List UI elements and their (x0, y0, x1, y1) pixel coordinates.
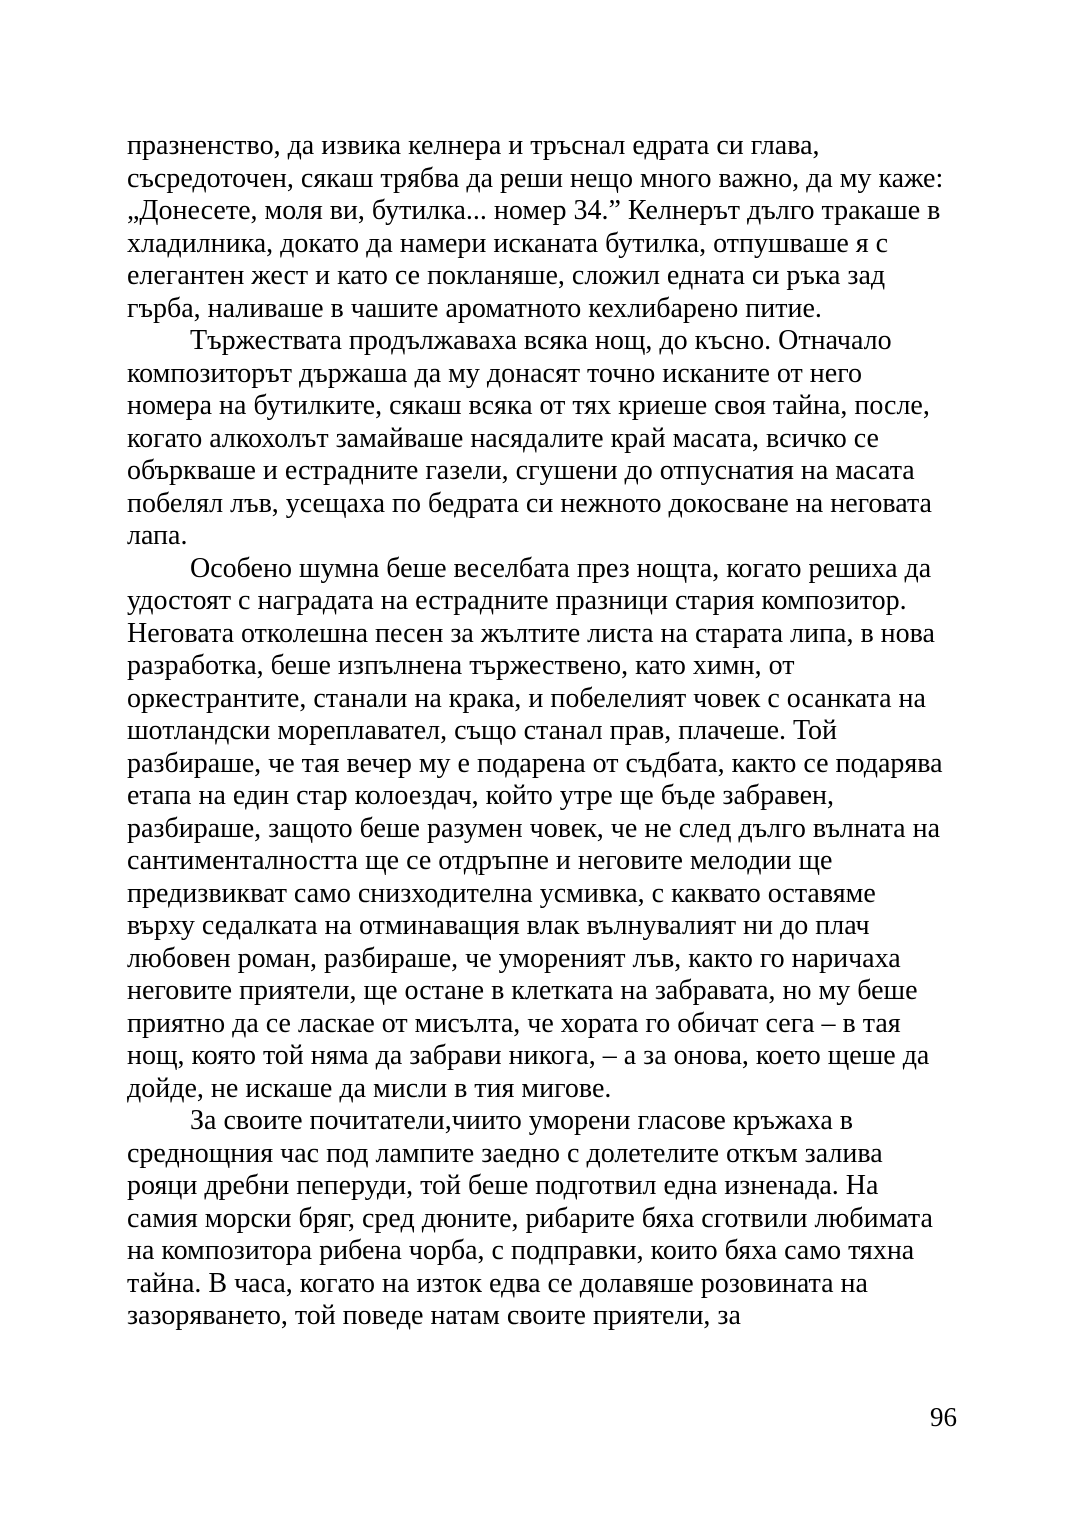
page-text-block (127, 130, 945, 1333)
paragraph-3: Особено шумна беше веселбата през нощта, когато решиха да удостоят с наградата на естрадните празници стария композитор. Неговата отколешна песен за жълтите листа на старата липа, в нова разработка, беше изпълнена тържествено, като химн, от оркестрантите, станали на крака, и побелелият човек с осанката на шотландски мореплавател, също станал прав, плачеше. Той разбираше, че тая вечер му е подарена от съдбата, както се подарява етапа на един стар колоездач, който утре ще бъде забравен, разбираше, защото беше разумен човек, че не след дълго вълната на сантименталността ще се отдръпне и неговите мелодии ще предизвикват само снизходителна усмивка, с каквато оставяме върху седалката на отминаващия влак вълнувалият ни до плач любовен роман, разбираше, че умореният лъв, както го наричаха неговите приятели, ще остане в клетката на забравата, но му беше приятно да се ласкае от мисълта, че хората го обичат сега – в тая нощ, която той няма да забрави никога, – а за онова, което щеше да дойде, не искаше да мисли в тия мигове. (127, 552, 943, 1104)
paragraph-1: празненство, да извика келнера и тръснал едрата си глава, съсредоточен, сякаш трябва да реши нещо много важно, да му каже: „Донесете, моля ви, бутилка... номер 34.” Келнерът дълго тракаше в хладилника, докато да намери исканата бутилка, отпушваше я с елегантен жест и като се покланяше, сложил едната си ръка зад гърба, наливаше в чашите ароматното кехлибарено питие. (127, 130, 944, 324)
paragraph-2: Тържествата продължаваха всяка нощ, до късно. Отначало композиторът държаша да му донасят точно исканите от него номера на бутилките, сякаш всяка от тях криеше своя тайна, после, когато алкохолът замайваше насядалите край масата, всичко се объркваше и естрадните газели, сгушени до отпуснатия на масата побелял лъв, усещаха по бедрата си нежното докосване на неговата лапа. (127, 325, 932, 551)
paragraph-4: За своите почитатели,чиито уморени гласове кръжаха в среднощния час под лампите заедно с долетелите откъм залива рояци дребни пеперуди, той беше подготвил една изненада. На самия морски бряг, сред дюните, рибарите бяха сготвили любимата на композитора рибена чорба, с подправки, които бяха само тяхна тайна. В часа, когато на изток едва се долавяше розовината на зазоряването, той поведе натам своите приятели, за (127, 1105, 933, 1331)
page-footer (127, 1401, 957, 1434)
page-number: 96 (930, 1402, 957, 1432)
